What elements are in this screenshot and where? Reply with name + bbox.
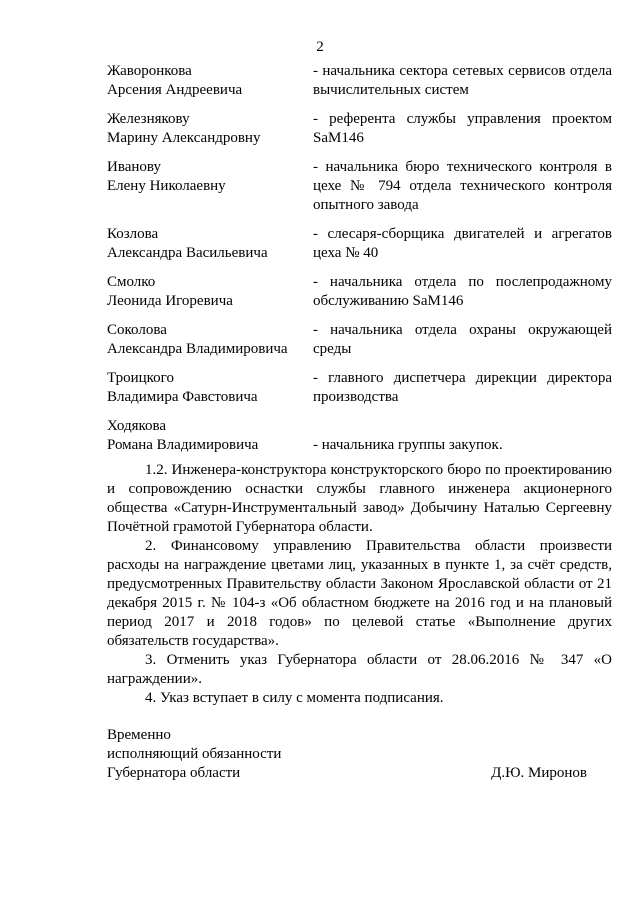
- awardee-position: - главного диспетчера дирекции директора производства: [313, 370, 612, 405]
- awardee-given-name: Александра Владимировича: [107, 341, 288, 357]
- awardee-row: [107, 62, 612, 100]
- clause-3: 3. Отменить указ Губернатора области от 28.06.2016 № 347 «О награждении».: [107, 652, 612, 687]
- awardee-row: [107, 369, 612, 407]
- awardee-given-name: Елену Николаевну: [107, 178, 226, 194]
- signature-title-line-1: Временно: [107, 727, 171, 743]
- signature-bottom-row: [107, 764, 587, 783]
- awardee-name: [107, 225, 313, 263]
- awardee-name: [107, 62, 313, 100]
- awardee-name: [107, 417, 313, 455]
- signature-block: [107, 726, 587, 783]
- signature-title-line-2: исполняющий обязанности: [107, 746, 282, 762]
- awardee-surname: Жаворонкова: [107, 63, 192, 79]
- page-number: 2: [316, 39, 324, 55]
- awardee-row: [107, 158, 612, 215]
- awardee-row: [107, 321, 612, 359]
- awardee-position: - слесаря-сборщика двигателей и агрегатов цеха № 40: [313, 226, 612, 261]
- awardee-name: [107, 369, 313, 407]
- signature-title-line-3: Губернатора области: [107, 765, 241, 781]
- awardee-name: [107, 273, 313, 311]
- awardee-row: [107, 110, 612, 148]
- awardee-surname: Смолко: [107, 274, 156, 290]
- awardee-name: [107, 321, 313, 359]
- awardee-row: [107, 225, 612, 263]
- awardee-position: - начальника сектора сетевых сервисов отдела вычислительных систем: [313, 63, 612, 98]
- awardee-name: [107, 110, 313, 148]
- awardee-surname: Соколова: [107, 322, 167, 338]
- awardee-position: - референта службы управления проектом SaM146: [313, 111, 612, 146]
- awardee-position: - начальника группы закупок.: [313, 437, 503, 453]
- awardee-surname: Козлова: [107, 226, 159, 242]
- awardee-given-name: Арсения Андреевича: [107, 82, 243, 98]
- clause-4: 4. Указ вступает в силу с момента подписания.: [145, 690, 444, 706]
- awardee-given-name: Романа Владимировича: [107, 437, 259, 453]
- awardee-list: [107, 62, 612, 465]
- awardee-given-name: Александра Васильевича: [107, 245, 268, 261]
- decree-clauses: [107, 461, 612, 708]
- awardee-surname: Железнякову: [107, 111, 190, 127]
- awardee-surname: Троицкого: [107, 370, 174, 386]
- awardee-surname: Ходякова: [107, 418, 167, 434]
- clause-2: 2. Финансовому управлению Правительства области произвести расходы на награждение цветами лиц, указанных в пункте 1, за счёт средств, предусмотренных Правительству области Законом Ярославской области от 21 декабря 2015 г. № 104-з «Об областном бюджете на 2016 год и на плановый период 2017 и 2018 годов» по целевой статье «Выполнение других обязательств государства».: [107, 538, 612, 649]
- signer-name: Д.Ю. Миронов: [491, 765, 587, 781]
- awardee-position: - начальника бюро технического контроля в цехе № 794 отдела технического контроля опытного завода: [313, 159, 612, 213]
- awardee-row: [107, 417, 612, 455]
- awardee-given-name: Леонида Игоревича: [107, 293, 233, 309]
- awardee-given-name: Владимира Фавстовича: [107, 389, 258, 405]
- awardee-surname: Иванову: [107, 159, 161, 175]
- awardee-position: - начальника отдела охраны окружающей среды: [313, 322, 612, 357]
- awardee-position: - начальника отдела по послепродажному обслуживанию SaM146: [313, 274, 612, 309]
- awardee-row: [107, 273, 612, 311]
- clause-1-2: 1.2. Инженера-конструктора конструкторского бюро по проектированию и сопровождению оснастки службы главного инженера акционерного общества «Сатурн-Инструментальный завод» Добычину Наталью Сергеевну Почётной грамотой Губернатора области.: [107, 462, 612, 535]
- awardee-name: [107, 158, 313, 215]
- awardee-given-name: Марину Александровну: [107, 130, 261, 146]
